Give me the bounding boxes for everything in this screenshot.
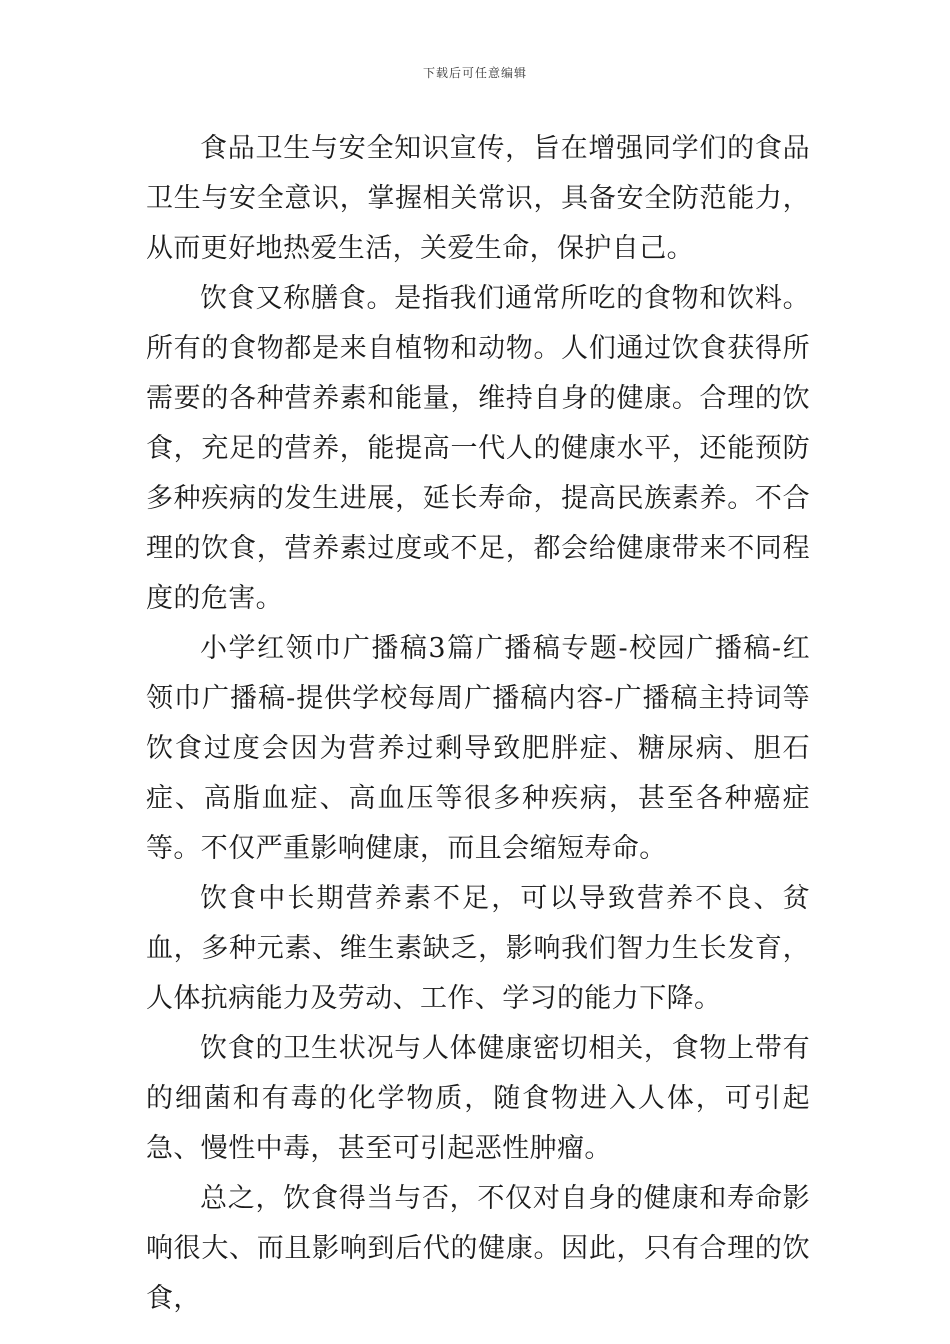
paragraph-1: 食品卫生与安全知识宣传，旨在增强同学们的食品卫生与安全意识，掌握相关常识，具备安全防范能力，从而更好地热爱生活，关爱生命，保护自己。 <box>146 133 810 264</box>
document-body <box>146 124 810 1324</box>
paragraph-5: 饮食的卫生状况与人体健康密切相关，食物上带有的细菌和有毒的化学物质，随食物进入人体，可引起急、慢性中毒，甚至可引起恶性肿瘤。 <box>146 1033 810 1164</box>
paragraph-2: 饮食又称膳食。是指我们通常所吃的食物和饮料。所有的食物都是来自植物和动物。人们通过饮食获得所需要的各种营养素和能量，维持自身的健康。合理的饮食，充足的营养，能提高一代人的健康水平，还能预防多种疾病的发生进展，延长寿命，提高民族素养。不合理的饮食，营养素过度或不足，都会给健康带来不同程度的危害。 <box>146 283 810 614</box>
paragraph-3: 小学红领巾广播稿3篇广播稿专题-校园广播稿-红领巾广播稿-提供学校每周广播稿内容-广播稿主持词等饮食过度会因为营养过剩导致肥胖症、糖尿病、胆石症、高脂血症、高血压等很多种疾病，甚至各种癌症等。不仅严重影响健康，而且会缩短寿命。 <box>146 633 810 864</box>
paragraph-6: 总之，饮食得当与否，不仅对自身的健康和寿命影响很大、而且影响到后代的健康。因此，只有合理的饮食， <box>146 1183 810 1314</box>
header-note: 下载后可任意编辑 <box>422 66 527 80</box>
paragraph-4: 饮食中长期营养素不足，可以导致营养不良、贫血，多种元素、维生素缺乏，影响我们智力生长发育，人体抗病能力及劳动、工作、学习的能力下降。 <box>146 883 810 1014</box>
